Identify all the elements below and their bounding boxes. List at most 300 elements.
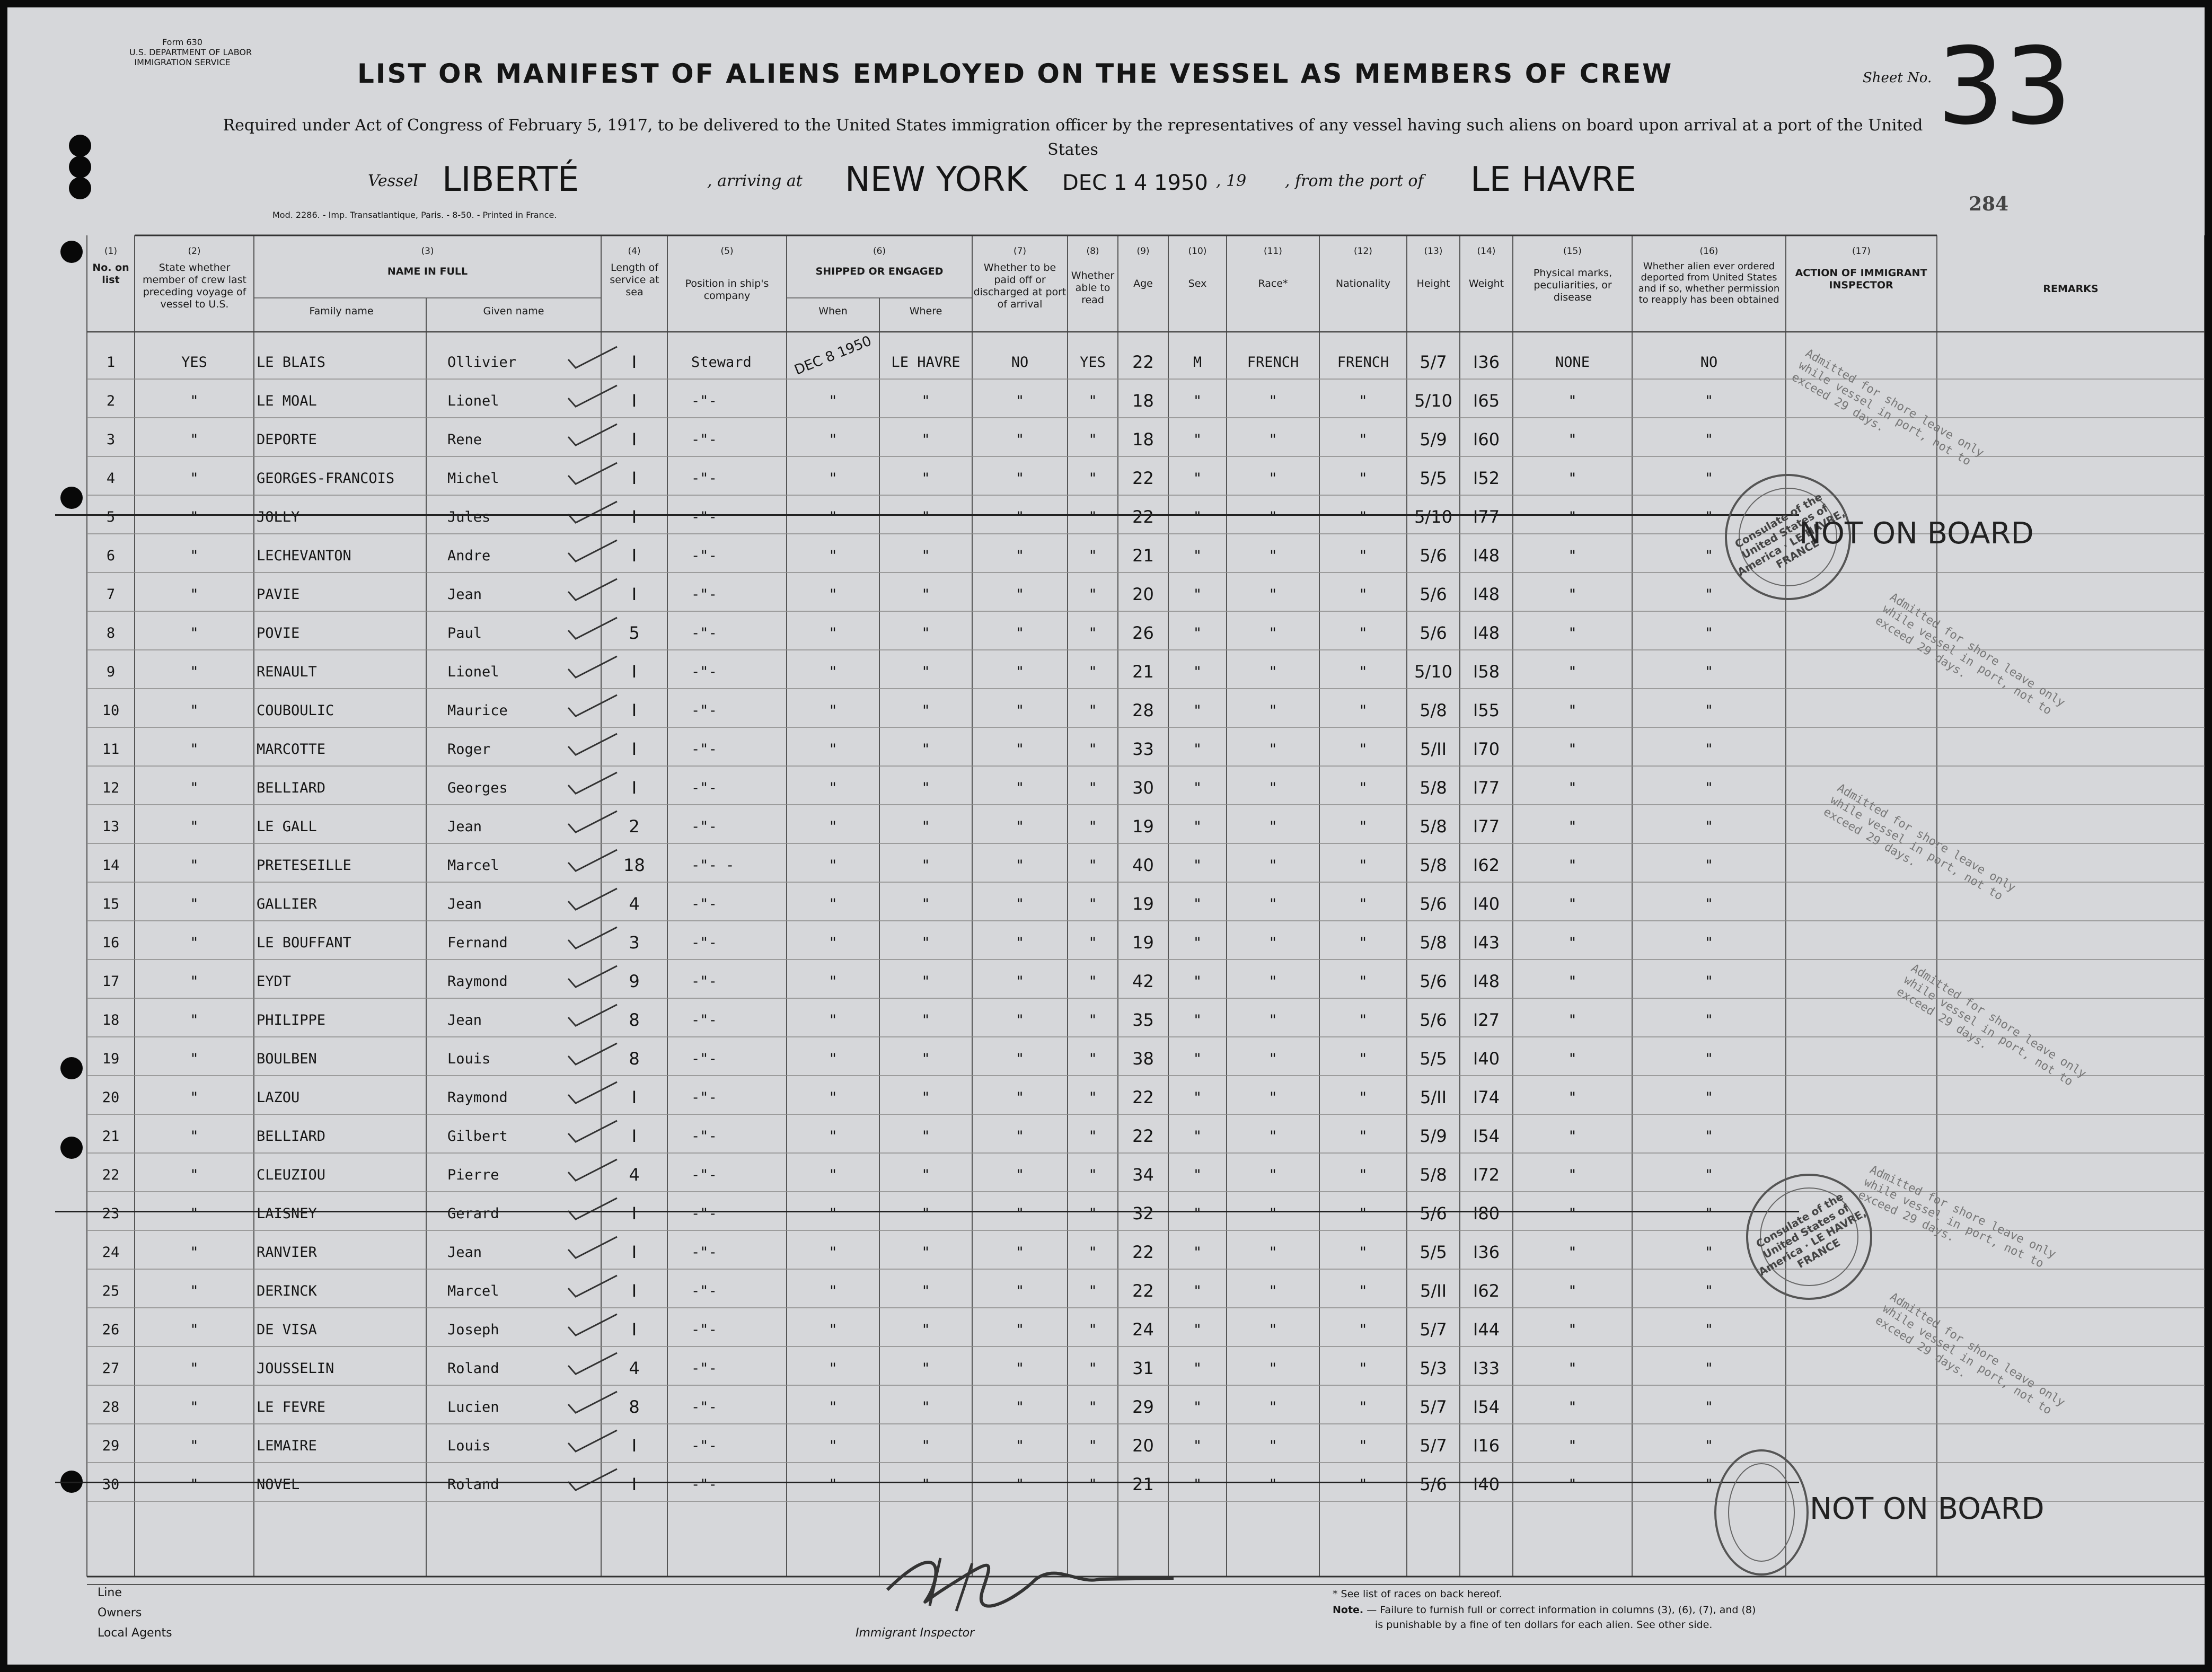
physical-marks-cell: " (1568, 432, 1577, 448)
nationality-cell: " (1359, 1244, 1368, 1261)
shipped-where: " (921, 625, 930, 641)
nationality-cell: " (1359, 780, 1368, 796)
shipped-where: " (921, 586, 930, 603)
service-length: I (631, 662, 637, 682)
sheet-label: Sheet No. (1863, 70, 1932, 86)
service-length: 3 (629, 932, 640, 953)
position-cell: -"- (691, 664, 717, 680)
race-cell: " (1268, 1051, 1277, 1067)
check-mark-icon (564, 576, 622, 608)
weight-cell: I16 (1473, 1436, 1500, 1456)
deported-cell: " (1704, 1322, 1714, 1338)
race-cell: " (1268, 1399, 1277, 1415)
prev-voyage-cell: " (190, 664, 199, 680)
nationality-cell: " (1359, 935, 1368, 951)
footer-note (1333, 1604, 1756, 1616)
height-cell: 5/II (1420, 1281, 1447, 1301)
col-num: (8) (1086, 246, 1099, 257)
shipped-where: " (921, 432, 930, 448)
position-cell: -"- - (691, 857, 735, 874)
row-number: 19 (102, 1051, 120, 1067)
family-name: LE BLAIS (257, 354, 326, 371)
age-cell: 33 (1132, 739, 1154, 759)
paid-off-cell: " (1015, 625, 1025, 641)
manifest-sheet (7, 7, 2205, 1665)
prev-voyage-cell: " (190, 1322, 199, 1338)
vessel-label: Vessel (368, 172, 418, 190)
deported-cell: " (1704, 1089, 1714, 1106)
check-mark-icon (564, 1001, 622, 1033)
nationality-cell: FRENCH (1337, 354, 1389, 371)
age-cell: 18 (1132, 391, 1154, 411)
prev-voyage-cell: " (190, 432, 199, 448)
nationality-cell: " (1359, 702, 1368, 719)
sex-cell: " (1193, 393, 1202, 409)
given-name: Maurice (447, 702, 508, 719)
row-number: 1 (106, 354, 116, 371)
year-label: , 19 (1216, 172, 1247, 190)
table-row (7, 1347, 2205, 1385)
row-number: 27 (102, 1360, 120, 1377)
service-length: I (631, 352, 637, 372)
col-num: (12) (1354, 246, 1372, 257)
row-number: 25 (102, 1283, 120, 1299)
nationality-cell: " (1359, 1089, 1368, 1106)
able-read-cell: " (1088, 741, 1097, 758)
shipped-when: " (829, 509, 838, 525)
check-mark-icon (564, 885, 622, 917)
row-number: 2 (106, 393, 116, 409)
shipped-where: LE HAVRE (891, 354, 960, 371)
check-mark-icon (564, 924, 622, 956)
deported-cell: " (1704, 393, 1714, 409)
given-name: Joseph (447, 1322, 499, 1338)
sex-cell: " (1193, 1438, 1202, 1454)
table-row (7, 921, 2205, 960)
deported-cell: " (1704, 1438, 1714, 1454)
paid-off-cell: " (1015, 702, 1025, 719)
row-number: 14 (102, 857, 120, 874)
age-cell: 19 (1132, 932, 1154, 953)
service-length: I (631, 739, 637, 759)
physical-marks-cell: " (1568, 509, 1577, 525)
nationality-cell: " (1359, 432, 1368, 448)
service-length: I (631, 1203, 637, 1224)
height-cell: 5/II (1420, 1087, 1447, 1107)
position-cell: -"- (691, 1399, 717, 1415)
given-name: Roland (447, 1476, 499, 1493)
header-age: Age (1133, 278, 1153, 289)
race-cell: " (1268, 548, 1277, 564)
paid-off-cell: " (1015, 857, 1025, 874)
shipped-where: " (921, 819, 930, 835)
family-name: JOUSSELIN (257, 1360, 334, 1377)
nationality-cell: " (1359, 741, 1368, 758)
service-length: 2 (629, 816, 640, 837)
check-mark-icon (564, 1117, 622, 1149)
race-cell: " (1268, 819, 1277, 835)
row-number: 16 (102, 935, 120, 951)
race-cell: " (1268, 857, 1277, 874)
family-name: BELLIARD (257, 780, 326, 796)
table-row (7, 333, 2205, 379)
shipped-where: " (921, 393, 930, 409)
weight-cell: I40 (1473, 1049, 1500, 1069)
race-cell: " (1268, 1128, 1277, 1145)
header-length-service: Length of service at sea (610, 262, 659, 298)
check-mark-icon (564, 963, 622, 995)
page-stamp: 284 (1969, 193, 2009, 215)
check-mark-icon (564, 1311, 622, 1343)
able-read-cell: " (1088, 1399, 1097, 1415)
service-length: I (631, 1281, 637, 1301)
able-read-cell: " (1088, 1167, 1097, 1183)
prev-voyage-cell: YES (181, 354, 207, 371)
paid-off-cell: " (1015, 1089, 1025, 1106)
race-cell: " (1268, 432, 1277, 448)
race-cell: " (1268, 664, 1277, 680)
check-mark-icon (564, 692, 622, 724)
service-length: I (631, 1126, 637, 1146)
race-cell: " (1268, 702, 1277, 719)
col-num: (2) (188, 246, 201, 257)
sex-cell: " (1193, 432, 1202, 448)
shipped-when: " (829, 393, 838, 409)
family-name: DERINCK (257, 1283, 317, 1299)
paid-off-cell: " (1015, 548, 1025, 564)
admitted-stamp: Admitted for shore leave only while vessel in port, not to exceed 29 days. (1821, 781, 2018, 903)
age-cell: 29 (1132, 1397, 1154, 1417)
position-cell: Steward (691, 354, 752, 371)
physical-marks-cell: " (1568, 625, 1577, 641)
deported-cell: " (1704, 1012, 1714, 1028)
header-race: Race* (1258, 278, 1288, 289)
paid-off-cell: " (1015, 664, 1025, 680)
row-number: 9 (106, 664, 116, 680)
row-number: 7 (106, 586, 116, 603)
given-name: Rene (447, 432, 482, 448)
position-cell: -"- (691, 625, 717, 641)
able-read-cell: " (1088, 1128, 1097, 1145)
able-read-cell: " (1088, 1012, 1097, 1028)
header-paid-off: Whether to be paid off or discharged at port of arrival (973, 262, 1067, 310)
paid-off-cell: " (1015, 1322, 1025, 1338)
weight-cell: I40 (1473, 1474, 1500, 1494)
weight-cell: I54 (1473, 1126, 1500, 1146)
race-cell: FRENCH (1247, 354, 1299, 371)
admitted-stamp: Admitted for shore leave only while vessel in port, not to exceed 29 days. (1856, 1163, 2058, 1271)
footer-race-note: * See list of races on back hereof. (1333, 1588, 1502, 1600)
nationality-cell: " (1359, 664, 1368, 680)
deported-cell: " (1704, 1476, 1714, 1493)
position-cell: -"- (691, 1128, 717, 1145)
position-cell: -"- (691, 819, 717, 835)
shipped-when: " (829, 1438, 838, 1454)
header-when: When (818, 305, 848, 317)
age-cell: 20 (1132, 1436, 1154, 1456)
race-cell: " (1268, 1244, 1277, 1261)
footer-line-label: Line (98, 1586, 122, 1599)
table-row (7, 998, 2205, 1037)
nationality-cell: " (1359, 509, 1368, 525)
race-cell: " (1268, 1438, 1277, 1454)
prev-voyage-cell: " (190, 1051, 199, 1067)
family-name: EYDT (257, 973, 292, 990)
paid-off-cell: " (1015, 1360, 1025, 1377)
sex-cell: " (1193, 1051, 1202, 1067)
height-cell: 5/8 (1420, 932, 1447, 953)
shipped-where: " (921, 548, 930, 564)
physical-marks-cell: " (1568, 741, 1577, 758)
col-num: (11) (1264, 246, 1282, 257)
age-cell: 32 (1132, 1203, 1154, 1224)
sex-cell: " (1193, 819, 1202, 835)
position-cell: -"- (691, 1205, 717, 1222)
race-cell: " (1268, 780, 1277, 796)
paid-off-cell: " (1015, 586, 1025, 603)
physical-marks-cell: " (1568, 1128, 1577, 1145)
sex-cell: " (1193, 1360, 1202, 1377)
weight-cell: I43 (1473, 932, 1500, 953)
race-cell: " (1268, 1012, 1277, 1028)
sex-cell: " (1193, 1244, 1202, 1261)
position-cell: -"- (691, 509, 717, 525)
footer-note-label: Note. (1333, 1604, 1364, 1616)
check-mark-icon (564, 421, 622, 453)
deported-cell: " (1704, 1360, 1714, 1377)
weight-cell: I74 (1473, 1087, 1500, 1107)
prev-voyage-cell: " (190, 393, 199, 409)
prev-voyage-cell: " (190, 973, 199, 990)
given-name: Roger (447, 741, 491, 758)
prev-voyage-cell: " (190, 1012, 199, 1028)
shipped-when: " (829, 1167, 838, 1183)
height-cell: 5/6 (1420, 584, 1447, 604)
service-length: I (631, 429, 637, 450)
weight-cell: I48 (1473, 623, 1500, 643)
physical-marks-cell: " (1568, 1438, 1577, 1454)
position-cell: -"- (691, 741, 717, 758)
given-name: Louis (447, 1051, 491, 1067)
physical-marks-cell: " (1568, 470, 1577, 487)
race-cell: " (1268, 741, 1277, 758)
nationality-cell: " (1359, 819, 1368, 835)
position-cell: -"- (691, 1322, 717, 1338)
race-cell: " (1268, 1476, 1277, 1493)
check-mark-icon (564, 1272, 622, 1304)
position-cell: -"- (691, 896, 717, 912)
sex-cell: M (1193, 354, 1202, 371)
table-row (7, 456, 2205, 495)
race-cell: " (1268, 1089, 1277, 1106)
given-name: Jean (447, 819, 482, 835)
age-cell: 28 (1132, 700, 1154, 720)
row-number: 6 (106, 548, 116, 564)
paid-off-cell: " (1015, 741, 1025, 758)
deported-cell: " (1704, 509, 1714, 525)
age-cell: 22 (1132, 1281, 1154, 1301)
family-name: GEORGES-FRANCOIS (257, 470, 395, 487)
weight-cell: I33 (1473, 1358, 1500, 1378)
weight-cell: I44 (1473, 1319, 1500, 1340)
col-num: (5) (720, 246, 734, 257)
family-name: PAVIE (257, 586, 300, 603)
age-cell: 21 (1132, 1474, 1154, 1494)
height-cell: 5/6 (1420, 1010, 1447, 1030)
sex-cell: " (1193, 625, 1202, 641)
check-mark-icon (564, 382, 622, 414)
row-number: 4 (106, 470, 116, 487)
paid-off-cell: " (1015, 1283, 1025, 1299)
deported-cell: " (1704, 664, 1714, 680)
service-length: I (631, 391, 637, 411)
col-num: (16) (1699, 246, 1719, 257)
prev-voyage-cell: " (190, 625, 199, 641)
row-number: 10 (102, 702, 120, 719)
table-row (7, 1114, 2205, 1153)
shipped-where: " (921, 1322, 930, 1338)
family-name: RENAULT (257, 664, 317, 680)
sex-cell: " (1193, 664, 1202, 680)
col-num: (10) (1188, 246, 1207, 257)
service-length: I (631, 1436, 637, 1456)
check-mark-icon (564, 1040, 622, 1072)
physical-marks-cell: " (1568, 1283, 1577, 1299)
given-name: Pierre (447, 1167, 499, 1183)
header-action: ACTION OF IMMIGRANT INSPECTOR (1795, 267, 1927, 291)
physical-marks-cell: " (1568, 819, 1577, 835)
position-cell: -"- (691, 548, 717, 564)
deported-cell: " (1704, 586, 1714, 603)
shipped-when: " (829, 586, 838, 603)
able-read-cell: " (1088, 702, 1097, 719)
admitted-stamp: Admitted for shore leave only while vessel in port, not to exceed 29 days. (1894, 962, 2088, 1089)
sex-cell: " (1193, 1012, 1202, 1028)
height-cell: 5/7 (1420, 352, 1447, 372)
paid-off-cell: " (1015, 1167, 1025, 1183)
header-given-name: Given name (483, 305, 544, 317)
service-length: I (631, 778, 637, 798)
given-name: Jean (447, 1244, 482, 1261)
header-family-name: Family name (309, 305, 374, 317)
col-num: (15) (1563, 246, 1582, 257)
form-number: Form 630 (162, 37, 202, 47)
table-row (7, 650, 2205, 689)
shipped-where: " (921, 664, 930, 680)
shipped-where: " (921, 1051, 930, 1067)
shipped-where: " (921, 1244, 930, 1261)
shipped-where: " (921, 857, 930, 874)
family-name: DE VISA (257, 1322, 317, 1338)
age-cell: 22 (1132, 1242, 1154, 1262)
shipped-where: " (921, 935, 930, 951)
race-cell: " (1268, 393, 1277, 409)
col-num: (4) (628, 246, 641, 257)
nationality-cell: " (1359, 548, 1368, 564)
age-cell: 35 (1132, 1010, 1154, 1030)
height-cell: 5/8 (1420, 700, 1447, 720)
check-mark-icon (564, 537, 622, 569)
deported-cell: " (1704, 819, 1714, 835)
race-cell: " (1268, 509, 1277, 525)
family-name: LE MOAL (257, 393, 317, 409)
position-cell: -"- (691, 702, 717, 719)
shipped-when: " (829, 780, 838, 796)
weight-cell: I77 (1473, 778, 1500, 798)
deported-cell: " (1704, 625, 1714, 641)
weight-cell: I62 (1473, 855, 1500, 875)
given-name: Jean (447, 1012, 482, 1028)
able-read-cell: " (1088, 1438, 1097, 1454)
physical-marks-cell: " (1568, 1205, 1577, 1222)
header-name-in-full: NAME IN FULL (387, 266, 468, 277)
service-length: I (631, 545, 637, 566)
deported-cell: " (1704, 1244, 1714, 1261)
check-mark-icon (564, 808, 622, 840)
race-cell: " (1268, 470, 1277, 487)
service-length: 5 (629, 623, 640, 643)
deported-cell: " (1704, 1051, 1714, 1067)
height-cell: 5/6 (1420, 1474, 1447, 1494)
deported-cell: " (1704, 935, 1714, 951)
department: U.S. DEPARTMENT OF LABOR (129, 47, 252, 57)
paid-off-cell: " (1015, 393, 1025, 409)
height-cell: 5/6 (1420, 971, 1447, 991)
service-length: 4 (629, 1358, 640, 1378)
nationality-cell: " (1359, 973, 1368, 990)
age-cell: 20 (1132, 584, 1154, 604)
able-read-cell: " (1088, 1244, 1097, 1261)
nationality-cell: " (1359, 1051, 1368, 1067)
family-name: BELLIARD (257, 1128, 326, 1145)
able-read-cell: " (1088, 509, 1097, 525)
strike-through-line (55, 514, 1799, 516)
position-cell: -"- (691, 780, 717, 796)
physical-marks-cell: " (1568, 664, 1577, 680)
shipped-where: " (921, 470, 930, 487)
sex-cell: " (1193, 1399, 1202, 1415)
position-cell: -"- (691, 1283, 717, 1299)
physical-marks-cell: " (1568, 857, 1577, 874)
shipped-where: " (921, 780, 930, 796)
row-number: 18 (102, 1012, 120, 1028)
physical-marks-cell: " (1568, 1051, 1577, 1067)
row-number: 20 (102, 1089, 120, 1106)
nationality-cell: " (1359, 1438, 1368, 1454)
sex-cell: " (1193, 780, 1202, 796)
nationality-cell: " (1359, 1283, 1368, 1299)
prev-voyage-cell: " (190, 780, 199, 796)
able-read-cell: " (1088, 625, 1097, 641)
deported-cell: " (1704, 1128, 1714, 1145)
shipped-where: " (921, 741, 930, 758)
shipped-when: " (829, 1322, 838, 1338)
able-read-cell: " (1088, 1051, 1097, 1067)
family-name: LAZOU (257, 1089, 300, 1106)
col-num: (9) (1136, 246, 1150, 257)
shipped-when: " (829, 935, 838, 951)
given-name: Raymond (447, 973, 508, 990)
header-deported: Whether alien ever ordered deported from United States and if so, whether permission to reapply has been obtained (1638, 261, 1780, 305)
position-cell: -"- (691, 393, 717, 409)
nationality-cell: " (1359, 470, 1368, 487)
service-length: I (631, 1319, 637, 1340)
prev-voyage-cell: " (190, 586, 199, 603)
shipped-when: " (829, 741, 838, 758)
family-name: CLEUZIOU (257, 1167, 326, 1183)
check-mark-icon (564, 614, 622, 646)
shipped-when: DEC 8 1950 (792, 333, 874, 379)
